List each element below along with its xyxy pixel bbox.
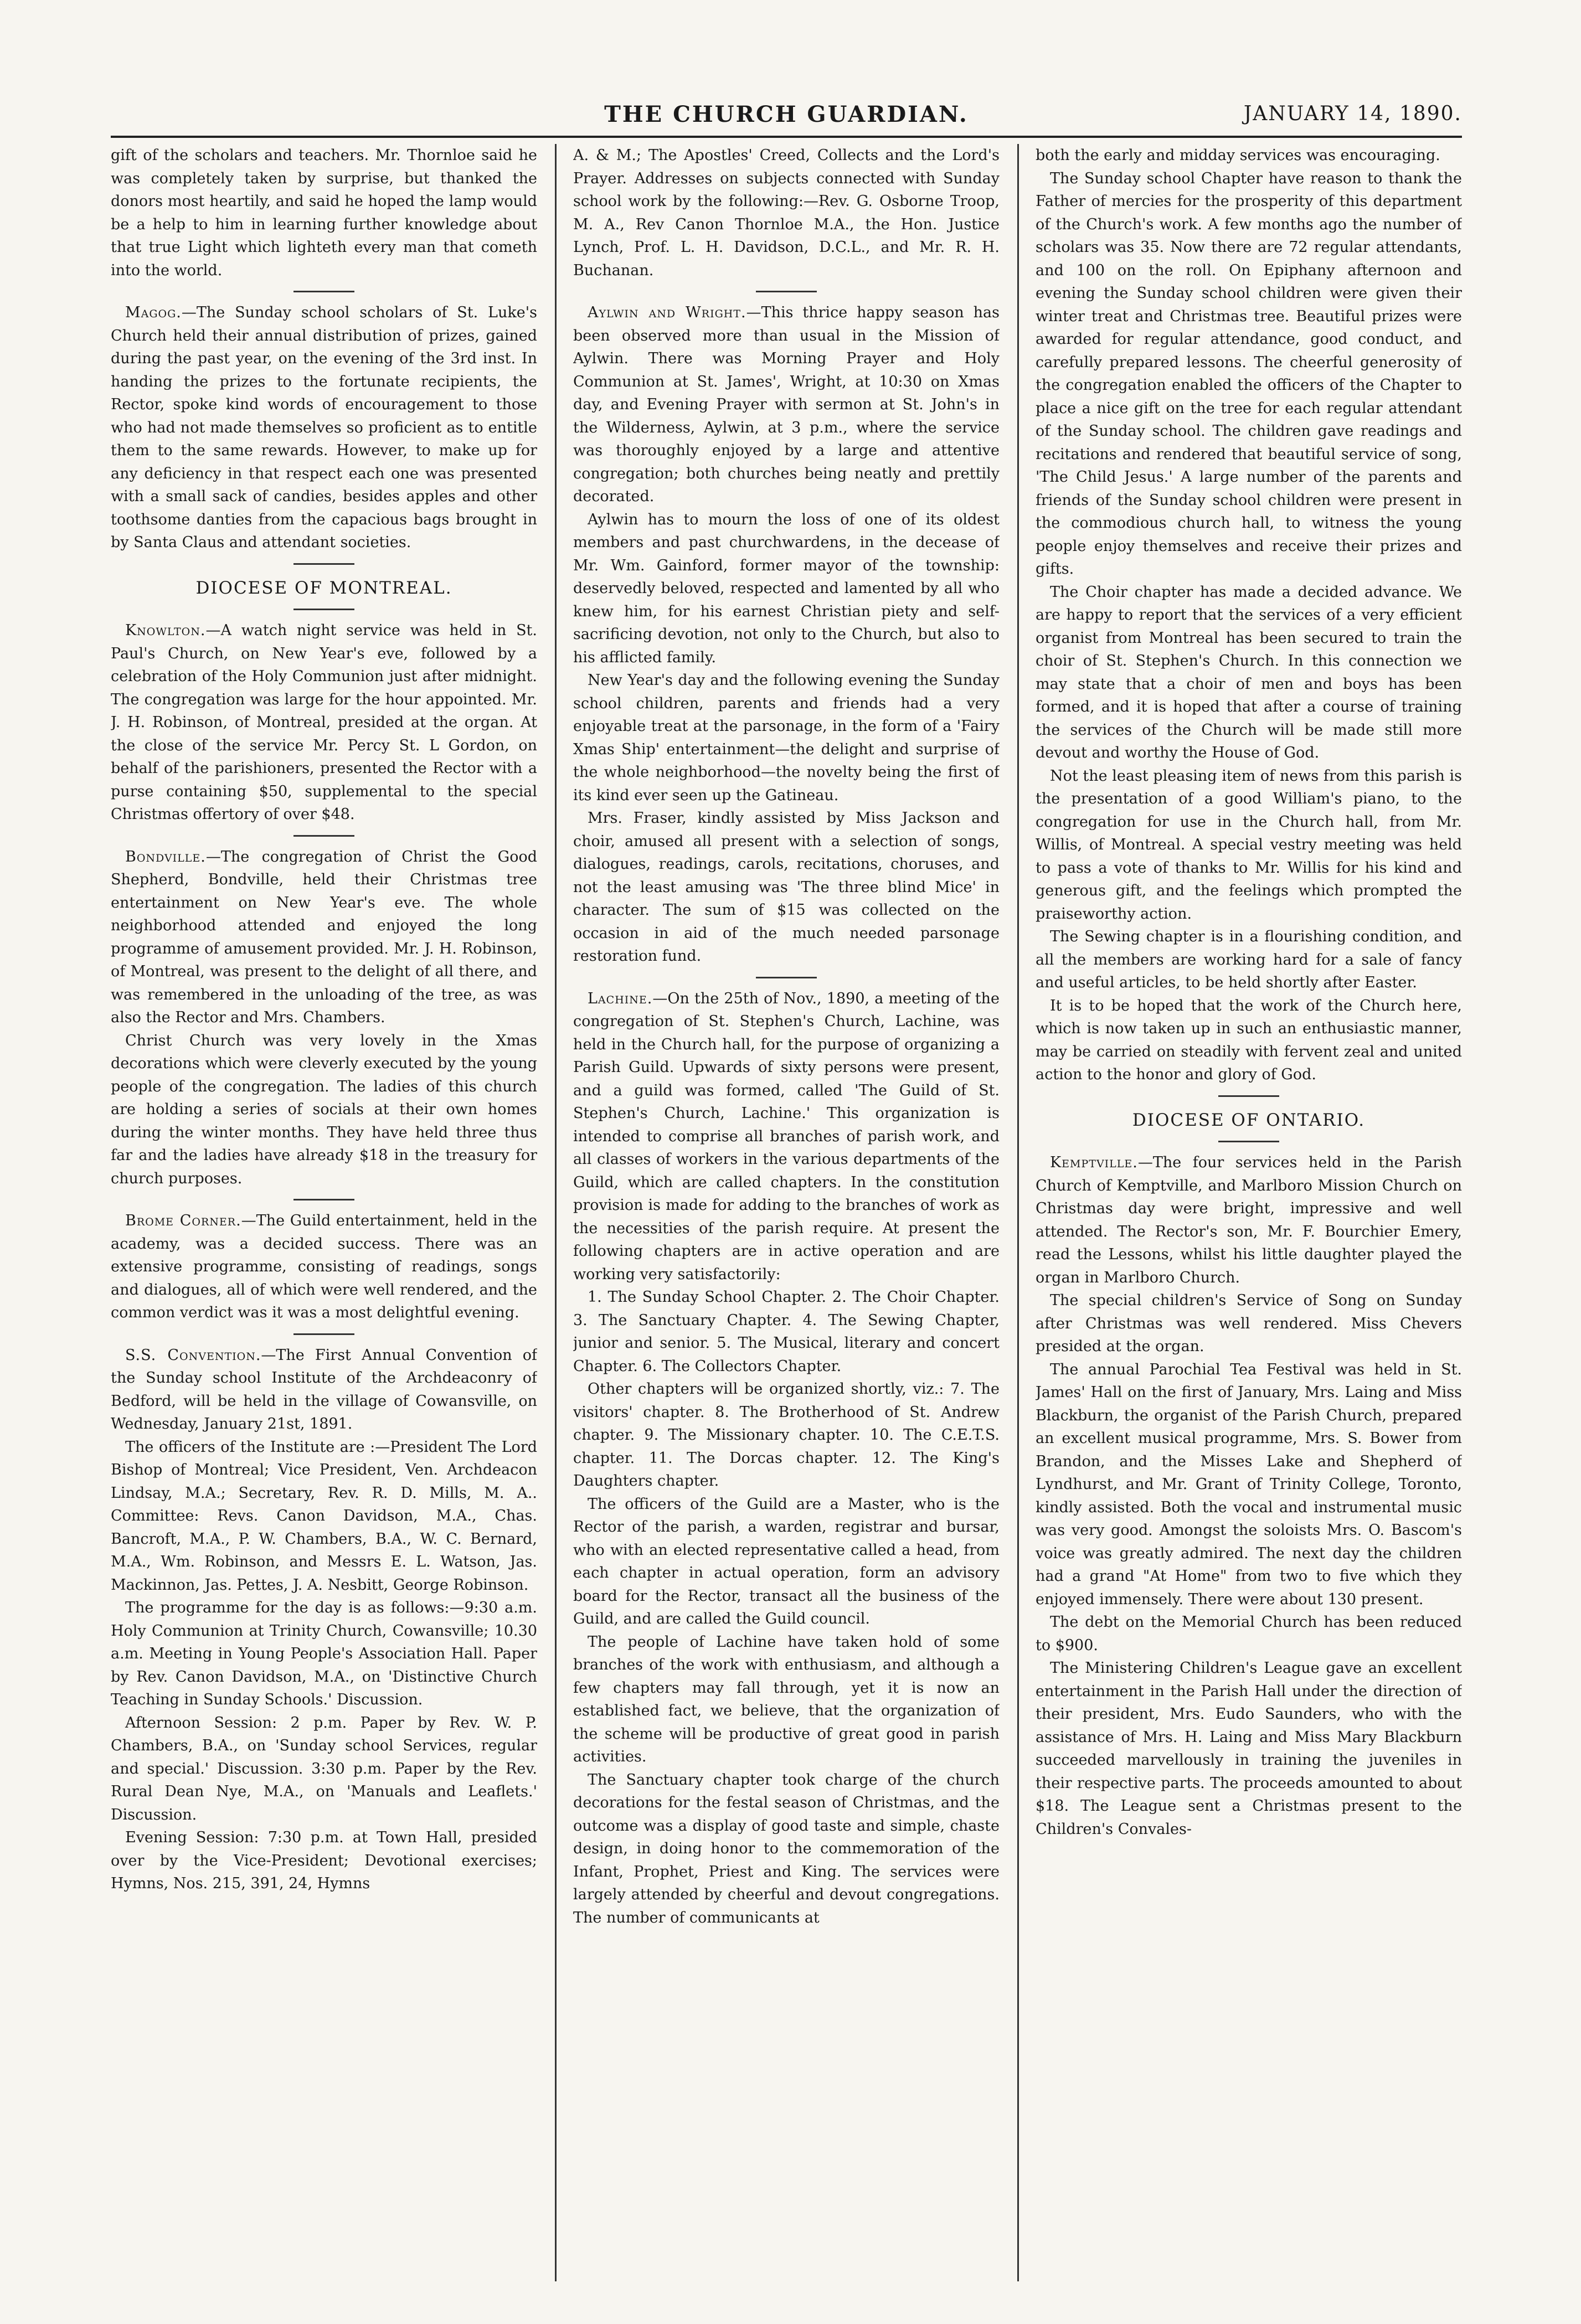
article-paragraph: Mrs. Fraser, kindly assisted by Miss Jackson and choir, amused all present with a selection of songs, dialogues, readings, carols, recitations, choruses, and not the least amusing was 'The three blind Mice' in character. The sum of $15 was collected on the occasion in aid of the much needed parsonage restoration fund. [573, 810, 1000, 965]
place-name: Lachine. [588, 990, 653, 1007]
article-text: —The Sunday school scholars of St. Luke's Church held their annual distribution of prizes, gained during the past year, on the evening of the 3rd inst. In handing the prizes to the fortunate recipients, the Rector, spoke kind words of encouragement to those who had not made themselves so proficient as to entitle them to the same rewards. However, to make up for any deficiency in that respect each one was presented with a small sack of candies, besides apples and other toothsome danties from the capacious bags brought in by Santa Claus and attendant societies. [111, 304, 537, 551]
article-paragraph: The Sanctuary chapter took charge of the church decorations for the festal season of Christmas, and the outcome was a display of good taste and simple, chaste design, in doing honor to the commemoration of the Infant, Prophet, Priest and King. The services were largely attended by cheerful and devout congregations. The number of communicants at [573, 1771, 1000, 1926]
place-name: Kemptville. [1050, 1154, 1138, 1171]
column-2 [573, 144, 1000, 2281]
article-paragraph: gift of the scholars and teachers. Mr. Thornloe said he was completely taken by surprise, but thanked the donors most heartily, and said he hoped the lamp would be a help to him in learning further knowledge about that true Light which lighteth every man that cometh into the world. [111, 147, 537, 279]
section-divider [756, 977, 817, 978]
article-paragraph: It is to be hoped that the work of the Church here, which is now taken up in such an enthusiastic manner, may be carried on steadily with fervent zeal and united action to the honor and glory of God. [1036, 997, 1462, 1083]
section-heading-montreal: DIOCESE OF MONTREAL. [195, 578, 452, 598]
place-name: Knowlton. [125, 622, 206, 639]
place-name: Bondville. [125, 848, 206, 865]
section-divider [293, 609, 354, 610]
article-paragraph: The officers of the Guild are a Master, who is the Rector of the parish, a warden, registrar and bursar, who with an elected representative called a head, from each chapter in actual operation, form an advisory board for the Rector, transact all the business of the Guild, and are called the Guild council. [573, 1495, 1000, 1627]
column-1 [111, 144, 537, 2281]
article-paragraph: A. & M.; The Apostles' Creed, Collects and the Lord's Prayer. Addresses on subjects connected with Sunday school work by the following:—Rev. G. Osborne Troop, M. A., Rev Canon Thornloe M.A., the Hon. Justice Lynch, Prof. L. H. Davidson, D.C.L., and Mr. R. H. Buchanan. [573, 147, 1000, 279]
article-kemptville [1036, 1151, 1462, 1289]
article-text: —On the 25th of Nov., 1890, a meeting of the congregation of St. Stephen's Church, Lachine, was held in the Church hall, for the purpose of organizing a Parish Guild. Upwards of sixty persons were present, and a guild was formed, called 'The Guild of St. Stephen's Church, Lachine.' This organization is intended to comprise all branches of parish work, and all classes of workers in the various departments of the Guild, which are called chapters. In the constitution provision is made for adding to the branches of work as the necessities of the parish require. At present the following chapters are in active operation and are working very satisfactorily: [573, 990, 1000, 1283]
article-text: —The Guild entertainment, held in the academy, was a decided success. There was an extensive programme, consisting of readings, songs and dialogues, all of which were well rendered, and the common verdict was it was a most delightful evening. [111, 1212, 537, 1321]
article-bondville [111, 846, 537, 1029]
article-paragraph: Aylwin has to mourn the loss of one of its oldest members and past churchwardens, in the decease of Mr. Wm. Gainford, former mayor of the township: deservedly beloved, respected and lamented by all who knew him, for his earnest Christian piety and self-sacrificing devotion, not only to the Church, but also to his afflicted family. [573, 511, 1000, 666]
article-paragraph: The Sunday school Chapter have reason to thank the Father of mercies for the prosperity of this department of the Church's work. A few months ago the number of scholars was 35. Now there are 72 regular attendants, and 100 on the roll. On Epiphany afternoon and evening the Sunday school children were given their winter treat and Christmas tree. Beautiful prizes were awarded for regular attendance, good conduct, and carefully prepared lessons. The cheerful generosity of the congregation enabled the officers of the Chapter to place a nice gift on the tree for each regular attendant of the Sunday school. The children gave readings and recitations and rendered that beautiful service of song, 'The Child Jesus.' A large number of the parents and friends of the Sunday school children were present in the commodious church hall, to witness the young people enjoy themselves and receive their prizes and gifts. [1036, 169, 1462, 578]
section-divider [756, 291, 817, 292]
article-paragraph: The officers of the Institute are :—President The Lord Bishop of Montreal; Vice President, Ven. Archdeacon Lindsay, M.A.; Secretary, Rev. R. D. Mills, M. A.. Committee: Revs. Canon Davidson, M.A., Chas. Bancroft, M.A., P. W. Chambers, B.A., W. C. Bernard, M.A., Wm. Robinson, and Messrs E. L. Watson, Jas. Mackinnon, Jas. Pettes, J. A. Nesbitt, George Robinson. [111, 1438, 537, 1594]
issue-date: JANUARY 14, 1890. [1243, 102, 1462, 125]
article-knowlton [111, 619, 537, 826]
article-paragraph: The special children's Service of Song on Sunday after Christmas was well rendered. Miss Chevers presided at the organ. [1036, 1292, 1462, 1355]
columns [111, 144, 1462, 2281]
article-ss-convention [111, 1344, 537, 1436]
section-divider [1218, 1141, 1279, 1142]
article-paragraph: 1. The Sunday School Chapter. 2. The Choir Chapter. 3. The Sanctuary Chapter. 4. The Sewing Chapter, junior and senior. 5. The Musical, literary and concert Chapter. 6. The Collectors Chapter. [573, 1289, 1000, 1375]
article-paragraph: The programme for the day is as follows:—9:30 a.m. Holy Communion at Trinity Church, Cowansville; 10.30 a.m. Meeting in Young People's Association Hall. Paper by Rev. Canon Davidson, M.A., on 'Distinctive Church Teaching in Sunday Schools.' Discussion. [111, 1599, 537, 1708]
newspaper-title: THE CHURCH GUARDIAN. [604, 101, 969, 127]
article-text: —The congregation of Christ the Good Shepherd, Bondville, held their Christmas tree entertainment on New Year's eve. The whole neighborhood attended and enjoyed the long programme of amusement provided. Mr. J. H. Robinson, of Montreal, was present to the delight of all there, and was remembered in the unloading of the tree, as was also the Rector and Mrs. Chambers. [111, 848, 537, 1026]
article-brome [111, 1209, 537, 1325]
article-aylwin [573, 301, 1000, 508]
place-name: Aylwin and Wright. [588, 304, 746, 321]
article-paragraph: The Ministering Children's League gave an excellent entertainment in the Parish Hall under the direction of their president, Mrs. Eudo Saunders, who with the assistance of Mrs. H. Laing and Miss Mary Blackburn succeeded marvellously in training the juveniles in their respective parts. The proceeds amounted to about $18. The League sent a Christmas present to the Children's Convales- [1036, 1660, 1462, 1838]
article-paragraph: Other chapters will be organized shortly, viz.: 7. The visitors' chapter. 8. The Brotherhood of St. Andrew chapter. 9. The Missionary chapter. 10. The C.E.T.S. chapter. 11. The Dorcas chapter. 12. The King's Daughters chapter. [573, 1380, 1000, 1490]
article-paragraph: Evening Session: 7:30 p.m. at Town Hall, presided over by the Vice-President; Devotional exercises; Hymns, Nos. 215, 391, 24, Hymns [111, 1829, 537, 1892]
place-name: S.S. Convention. [125, 1346, 261, 1364]
article-paragraph: Christ Church was very lovely in the Xmas decorations which were cleverly executed by the young people of the congregation. The ladies of this church are holding a series of socials at their own homes during the winter months. They have held three thus far and the ladies have already $18 in the treasury for church purposes. [111, 1032, 537, 1187]
section-divider [293, 291, 354, 292]
column-rule [1017, 144, 1019, 2281]
article-paragraph: both the early and midday services was encouraging. [1036, 147, 1440, 164]
article-paragraph: The annual Parochial Tea Festival was held in St. James' Hall on the first of January, Mrs. Laing and Miss Blackburn, the organist of the Parish Church, prepared an excellent musical programme, Mrs. S. Bower from Brandon, and the Misses Lake and Shepherd of Lyndhurst, and Mr. Grant of Trinity College, Toronto, kindly assisted. Both the vocal and instrumental music was very good. Amongst the soloists Mrs. O. Bascom's voice was greatly admired. The next day the children had a grand "At Home" from two to five which they enjoyed immensely. There were about 130 present. [1036, 1361, 1462, 1608]
section-divider [293, 1333, 354, 1335]
article-text: —A watch night service was held in St. Paul's Church, on New Year's eve, followed by a celebration of the Holy Communion just after midnight. The congregation was large for the hour appointed. Mr. J. H. Robinson, of Montreal, presided at the organ. At the close of the service Mr. Percy St. L Gordon, on behalf of the parishioners, presented the Rector with a purse containing $50, supplemental to the special Christmas offertory of over $48. [111, 622, 537, 823]
section-heading-ontario: DIOCESE OF ONTARIO. [1132, 1110, 1366, 1130]
section-divider [1218, 1095, 1279, 1097]
article-text: —The four services held in the Parish Church of Kemptville, and Marlboro Mission Church on Christmas day were bright, impressive and well attended. The Rector's son, Mr. F. Bourchier Emery, read the Lessons, whilst his little daughter played the organ in Marlboro Church. [1036, 1154, 1462, 1286]
article-paragraph: The Sewing chapter is in a flourishing condition, and all the members are working hard for a sale of fancy and useful articles, to be held shortly after Easter. [1036, 928, 1462, 991]
column-3 [1036, 144, 1462, 2281]
column-rule [555, 144, 557, 2281]
section-divider [293, 563, 354, 565]
article-lachine [573, 987, 1000, 1286]
article-paragraph: The people of Lachine have taken hold of some branches of the work with enthusiasm, and although a few chapters may fall through, yet it is now an established fact, we believe, that the organization of the scheme will be productive of great good in parish activities. [573, 1633, 1000, 1765]
article-paragraph: The Choir chapter has made a decided advance. We are happy to report that the services of a very efficient organist from Montreal has been secured to train the choir of St. Stephen's Church. In this connection we may state that a choir of men and boys has been formed, and it is hoped that after a course of training the services of the Church will be made still more devout and worthy the House of God. [1036, 583, 1462, 761]
place-name: Brome Corner. [125, 1212, 241, 1229]
article-paragraph: Not the least pleasing item of news from this parish is the presentation of a good William's piano, to the congregation for use in the Church hall, from Mr. Willis, of Montreal. A special vestry meeting was held to pass a vote of thanks to Mr. Willis for his kind and generous gift, and the feelings which prompted the praiseworthy action. [1036, 767, 1462, 923]
section-divider [293, 835, 354, 837]
article-text: —This thrice happy season has been observed more than usual in the Mission of Aylwin. There was Morning Prayer and Holy Communion at St. James', Wright, at 10:30 on Xmas day, and Evening Prayer with sermon at St. John's in the Wilderness, Aylwin, at 3 p.m., where the service was thoroughly enjoyed by a large and attentive congregation; both churches being neatly and prettily decorated. [573, 304, 1000, 505]
article-magog [111, 301, 537, 554]
article-text: —The First Annual Convention of the Sunday school Institute of the Archdeaconry of Bedford, will be held in the village of Cowansville, on Wednesday, January 21st, 1891. [111, 1346, 537, 1432]
article-paragraph: Afternoon Session: 2 p.m. Paper by Rev. W. P. Chambers, B.A., on 'Sunday school Services, regular and special.' Discussion. 3:30 p.m. Paper by the Rev. Rural Dean Nye, M.A., on 'Manuals and Leaflets.' Discussion. [111, 1714, 537, 1823]
masthead [111, 97, 1462, 138]
article-paragraph: New Year's day and the following evening the Sunday school children, parents and friends had a very enjoyable treat at the parsonage, in the form of a 'Fairy Xmas Ship' entertainment—the delight and surprise of the whole neighborhood—the novelty being the first of its kind ever seen up the Gatineau. [573, 672, 1000, 804]
section-divider [293, 1199, 354, 1200]
article-paragraph: The debt on the Memorial Church has been reduced to $900. [1036, 1614, 1462, 1654]
place-name: Magog. [125, 304, 182, 321]
